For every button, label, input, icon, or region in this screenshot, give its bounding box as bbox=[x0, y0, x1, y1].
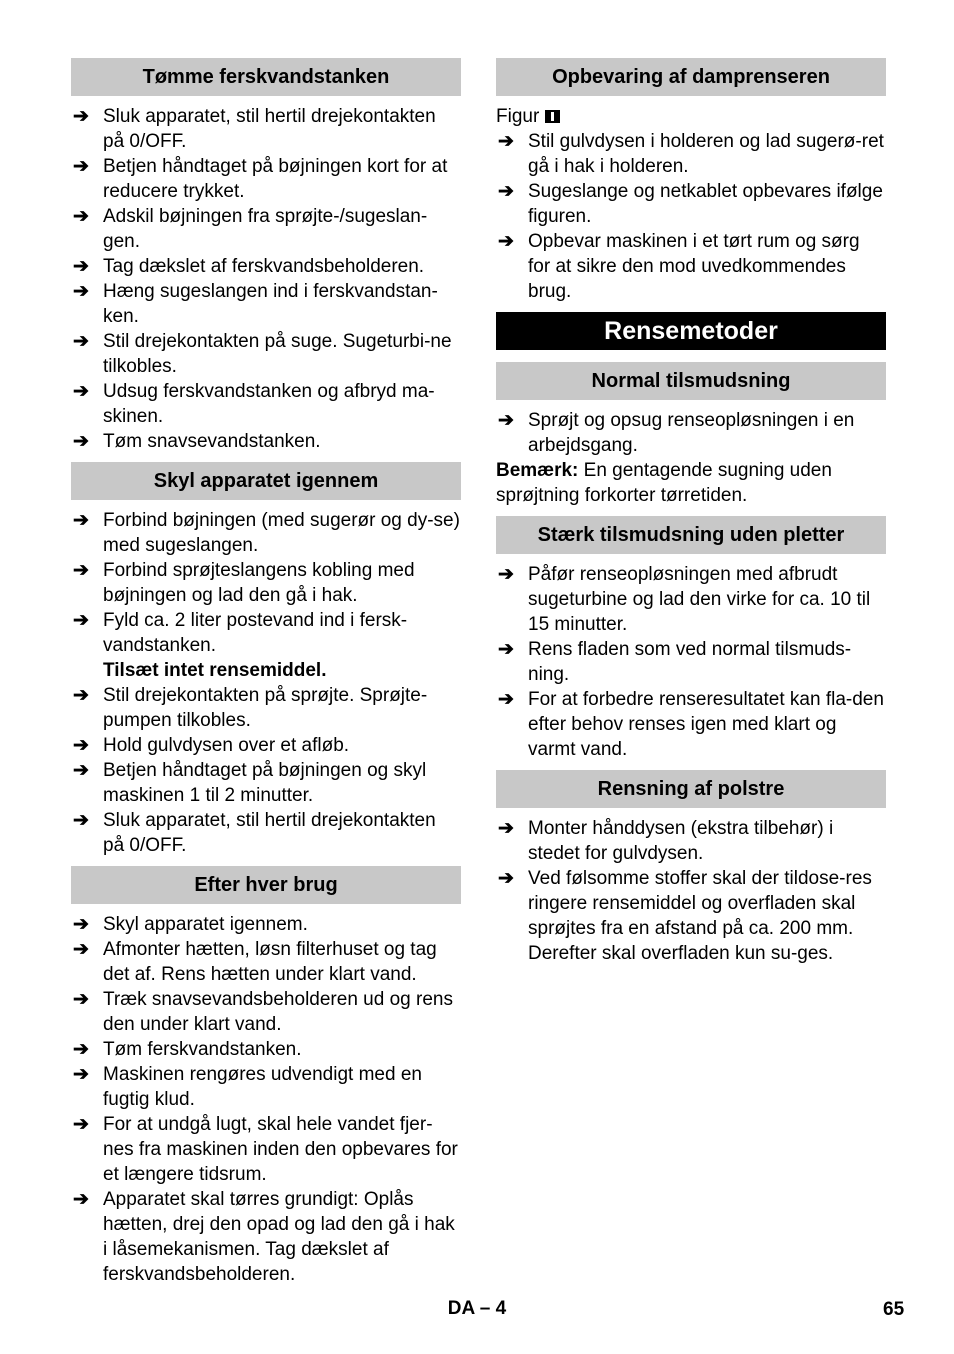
arrow-right-icon: ➔ bbox=[73, 735, 89, 756]
list-item bbox=[71, 733, 461, 758]
list-empty-fresh-water bbox=[71, 104, 461, 454]
section-heading-heavy-soiling: Stærk tilsmudsning uden pletter bbox=[496, 516, 886, 554]
list-rinse-device-b bbox=[71, 683, 461, 858]
list-item bbox=[71, 1187, 461, 1287]
list-item bbox=[71, 608, 461, 658]
arrow-right-icon: ➔ bbox=[73, 1039, 89, 1060]
list-item bbox=[71, 912, 461, 937]
arrow-right-icon: ➔ bbox=[73, 281, 89, 302]
list-item-text: Apparatet skal tørres grundigt: Oplås hætten, drej den opad og lad den gå i hak i låsemekanismen. Tag dækslet af ferskvandsbeholderen. bbox=[103, 1189, 455, 1285]
list-item bbox=[496, 816, 886, 866]
figure-reference bbox=[496, 104, 886, 129]
list-item-text: Betjen håndtaget på bøjningen og skyl maskinen 1 til 2 minutter. bbox=[103, 760, 427, 806]
section-heading-storage: Opbevaring af damprenseren bbox=[496, 58, 886, 96]
list-normal-soiling bbox=[496, 408, 886, 458]
list-item-text: Stil drejekontakten på suge. Sugeturbi-ne tilkobles. bbox=[103, 331, 452, 377]
list-item-text: Hæng sugeslangen ind i ferskvandstan-ken. bbox=[103, 281, 438, 327]
list-item-text: Sugeslange og netkablet opbevares ifølge figuren. bbox=[528, 181, 883, 227]
list-item bbox=[71, 508, 461, 558]
arrow-right-icon: ➔ bbox=[498, 868, 514, 889]
arrow-right-icon: ➔ bbox=[73, 760, 89, 781]
list-item bbox=[71, 987, 461, 1037]
list-item bbox=[71, 279, 461, 329]
arrow-right-icon: ➔ bbox=[498, 639, 514, 660]
list-item-text: Monter hånddysen (ekstra tilbehør) i stedet for gulvdysen. bbox=[528, 818, 834, 864]
list-item-text: Afmonter hætten, løsn filterhuset og tag det af. Rens hætten under klart vand. bbox=[103, 939, 437, 985]
list-item bbox=[71, 104, 461, 154]
arrow-right-icon: ➔ bbox=[498, 564, 514, 585]
list-item bbox=[496, 866, 886, 966]
arrow-right-icon: ➔ bbox=[73, 560, 89, 581]
arrow-right-icon: ➔ bbox=[498, 181, 514, 202]
arrow-right-icon: ➔ bbox=[73, 610, 89, 631]
right-column bbox=[496, 58, 886, 966]
arrow-right-icon: ➔ bbox=[73, 431, 89, 452]
list-item bbox=[71, 254, 461, 279]
list-item bbox=[71, 154, 461, 204]
list-item bbox=[71, 808, 461, 858]
list-item-text: Fyld ca. 2 liter postevand ind i fersk-vandstanken. bbox=[103, 610, 408, 656]
list-item-text: For at undgå lugt, skal hele vandet fjer-nes fra maskinen inden den opbevares for et længere tidsrum. bbox=[103, 1114, 458, 1185]
section-heading-upholstery: Rensning af polstre bbox=[496, 770, 886, 808]
list-item bbox=[496, 408, 886, 458]
list-item-text: Forbind bøjningen (med sugerør og dy-se) med sugeslangen. bbox=[103, 510, 460, 556]
list-item bbox=[496, 229, 886, 304]
arrow-right-icon: ➔ bbox=[73, 914, 89, 935]
list-item bbox=[71, 1062, 461, 1112]
arrow-right-icon: ➔ bbox=[73, 1064, 89, 1085]
list-item-text: Hold gulvdysen over et afløb. bbox=[103, 735, 350, 756]
list-item bbox=[496, 129, 886, 179]
arrow-right-icon: ➔ bbox=[73, 510, 89, 531]
left-column bbox=[71, 58, 461, 1287]
list-item bbox=[71, 204, 461, 254]
list-rinse-device-a bbox=[71, 508, 461, 658]
arrow-right-icon: ➔ bbox=[73, 381, 89, 402]
list-item-text: Sluk apparatet, stil hertil drejekontakten på 0/OFF. bbox=[103, 810, 436, 856]
list-item bbox=[71, 558, 461, 608]
arrow-right-icon: ➔ bbox=[73, 989, 89, 1010]
footer-section-label: DA – 4 bbox=[447, 1298, 507, 1319]
list-item bbox=[71, 429, 461, 454]
arrow-right-icon: ➔ bbox=[73, 156, 89, 177]
list-item bbox=[496, 637, 886, 687]
list-item-text: Udsug ferskvandstanken og afbryd ma-skinen. bbox=[103, 381, 435, 427]
list-item-text: Maskinen rengøres udvendigt med en fugtig klud. bbox=[103, 1064, 422, 1110]
list-after-each-use bbox=[71, 912, 461, 1287]
arrow-right-icon: ➔ bbox=[73, 1189, 89, 1210]
list-item-text: Træk snavsevandsbeholderen ud og rens den under klart vand. bbox=[103, 989, 453, 1035]
arrow-right-icon: ➔ bbox=[73, 1114, 89, 1135]
chapter-heading-cleaning-methods: Rensemetoder bbox=[496, 312, 886, 350]
list-item-text: Stil drejekontakten på sprøjte. Sprøjte-pumpen tilkobles. bbox=[103, 685, 428, 731]
arrow-right-icon: ➔ bbox=[498, 231, 514, 252]
arrow-right-icon: ➔ bbox=[73, 256, 89, 277]
page-number: 65 bbox=[883, 1299, 905, 1320]
list-item bbox=[71, 937, 461, 987]
section-heading-after-each-use: Efter hver brug bbox=[71, 866, 461, 904]
list-item-text: For at forbedre renseresultatet kan fla-den efter behov renses igen med klart og varmt vand. bbox=[528, 689, 884, 760]
list-item-text: Opbevar maskinen i et tørt rum og sørg for at sikre den mod uvedkommendes brug. bbox=[528, 231, 860, 302]
normal-soiling-note bbox=[496, 458, 886, 508]
arrow-right-icon: ➔ bbox=[73, 939, 89, 960]
list-item bbox=[71, 379, 461, 429]
section-heading-normal-soiling: Normal tilsmudsning bbox=[496, 362, 886, 400]
arrow-right-icon: ➔ bbox=[73, 331, 89, 352]
section-heading-empty-fresh-water: Tømme ferskvandstanken bbox=[71, 58, 461, 96]
note-label: Bemærk: bbox=[496, 460, 579, 481]
arrow-right-icon: ➔ bbox=[73, 206, 89, 227]
list-item bbox=[71, 329, 461, 379]
section-heading-rinse-device: Skyl apparatet igennem bbox=[71, 462, 461, 500]
list-item-text: Tag dækslet af ferskvandsbeholderen. bbox=[103, 256, 425, 277]
arrow-right-icon: ➔ bbox=[498, 818, 514, 839]
list-item-text: Rens fladen som ved normal tilsmuds-ning. bbox=[528, 639, 852, 685]
list-item-text: Påfør renseopløsningen med afbrudt sugeturbine og lad den virke for ca. 10 til 15 minutter. bbox=[528, 564, 871, 635]
list-item-text: Tøm snavsevandstanken. bbox=[103, 431, 321, 452]
note-text: En gentagende sugning uden sprøjtning forkorter tørretiden. bbox=[496, 460, 832, 506]
list-item bbox=[71, 1037, 461, 1062]
list-item-text: Sprøjt og opsug renseopløsningen i en arbejdsgang. bbox=[528, 410, 855, 456]
list-item-text: Sluk apparatet, stil hertil drejekontakten på 0/OFF. bbox=[103, 106, 436, 152]
arrow-right-icon: ➔ bbox=[498, 689, 514, 710]
list-item bbox=[71, 1112, 461, 1187]
list-item-text: Tøm ferskvandstanken. bbox=[103, 1039, 302, 1060]
list-item bbox=[71, 758, 461, 808]
arrow-right-icon: ➔ bbox=[73, 810, 89, 831]
arrow-right-icon: ➔ bbox=[73, 106, 89, 127]
list-item bbox=[496, 687, 886, 762]
arrow-right-icon: ➔ bbox=[498, 131, 514, 152]
list-item-text: Stil gulvdysen i holderen og lad sugerø-ret gå i hak i holderen. bbox=[528, 131, 884, 177]
list-item-text: Forbind sprøjteslangens kobling med bøjningen og lad den gå i hak. bbox=[103, 560, 415, 606]
list-item-text: Ved følsomme stoffer skal der tildose-res ringere rensemiddel og overfladen skal sprøjtes fra en afstand på ca. 200 mm. Derefter skal overfladen kun su-ges. bbox=[528, 868, 872, 964]
list-storage bbox=[496, 129, 886, 304]
list-item bbox=[71, 683, 461, 733]
list-heavy-soiling bbox=[496, 562, 886, 762]
list-item bbox=[496, 562, 886, 637]
arrow-right-icon: ➔ bbox=[498, 410, 514, 431]
figure-1-icon bbox=[545, 110, 560, 123]
list-item bbox=[496, 179, 886, 229]
rinse-note: Tilsæt intet rensemiddel. bbox=[103, 660, 327, 681]
figure-label: Figur bbox=[496, 106, 540, 127]
list-item-text: Betjen håndtaget på bøjningen kort for at reducere trykket. bbox=[103, 156, 448, 202]
arrow-right-icon: ➔ bbox=[73, 685, 89, 706]
list-item-text: Skyl apparatet igennem. bbox=[103, 914, 308, 935]
list-upholstery bbox=[496, 816, 886, 966]
list-item-text: Adskil bøjningen fra sprøjte-/sugeslan-gen. bbox=[103, 206, 428, 252]
